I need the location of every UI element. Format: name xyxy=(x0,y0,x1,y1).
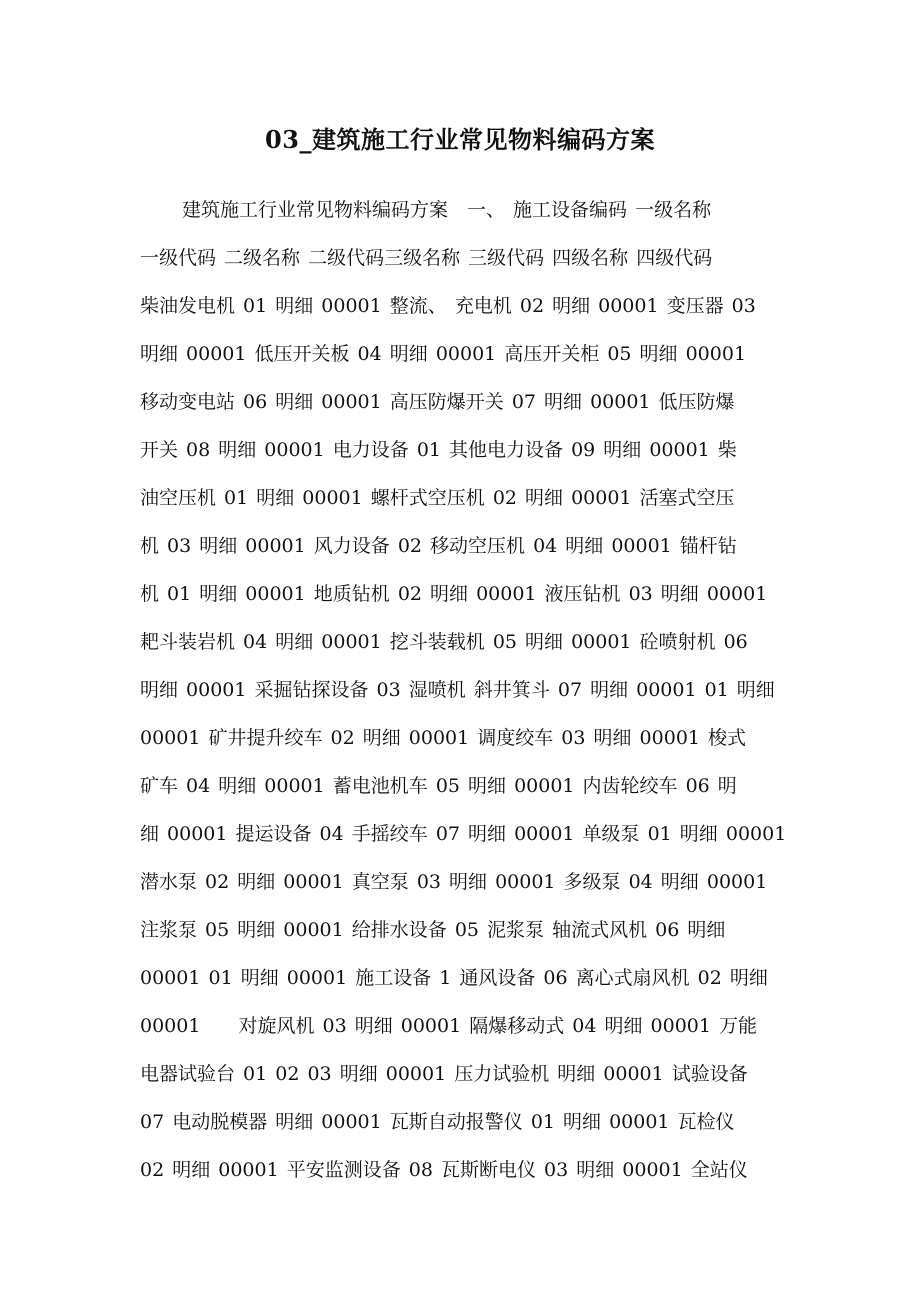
body-line-11: 明细 00001 采掘钻探设备 03 湿喷机 斜井箕斗 07 明细 00001 01 明细 xyxy=(140,679,775,701)
body-line-16: 注浆泵 05 明细 00001 给排水设备 05 泥浆泵 轴流式风机 06 明细 xyxy=(140,919,726,941)
body-line-9: 机 01 明细 00001 地质钻机 02 明细 00001 液压钻机 03 明细 00001 xyxy=(140,583,768,605)
body-line-21: 02 明细 00001 平安监测设备 08 瓦斯断电仪 03 明细 00001 全站仪 xyxy=(140,1159,748,1181)
body-line-6: 开关 08 明细 00001 电力设备 01 其他电力设备 09 明细 00001 柴 xyxy=(140,439,737,461)
body-line-3: 柴油发电机 01 明细 00001 整流、 充电机 02 明细 00001 变压器 03 xyxy=(140,295,756,317)
body-line-13: 矿车 04 明细 00001 蓄电池机车 05 明细 00001 内齿轮绞车 06 明 xyxy=(140,775,737,797)
document-title: 03_建筑施工行业常见物料编码方案 xyxy=(265,125,655,154)
body-line-15: 潜水泵 02 明细 00001 真空泵 03 明细 00001 多级泵 04 明细 00001 xyxy=(140,871,768,893)
body-line-1: 建筑施工行业常见物料编码方案 一、 施工设备编码 一级名称 xyxy=(182,199,712,221)
body-line-18: 00001 对旋风机 03 明细 00001 隔爆移动式 04 明细 00001 万能 xyxy=(140,1015,757,1037)
body-line-4: 明细 00001 低压开关板 04 明细 00001 高压开关柜 05 明细 00001 xyxy=(140,343,747,365)
body-line-5: 移动变电站 06 明细 00001 高压防爆开关 07 明细 00001 低压防爆 xyxy=(140,391,735,413)
body-line-10: 耙斗装岩机 04 明细 00001 挖斗装载机 05 明细 00001 砼喷射机 06 xyxy=(140,631,748,653)
body-line-8: 机 03 明细 00001 风力设备 02 移动空压机 04 明细 00001 锚杆钻 xyxy=(140,535,737,557)
body-line-19: 电器试验台 01 02 03 明细 00001 压力试验机 明细 00001 试验设备 xyxy=(140,1063,748,1085)
body-line-20: 07 电动脱模器 明细 00001 瓦斯自动报警仪 01 明细 00001 瓦检仪 xyxy=(140,1111,735,1133)
body-line-12: 00001 矿井提升绞车 02 明细 00001 调度绞车 03 明细 00001 梭式 xyxy=(140,727,747,749)
body-line-14: 细 00001 提运设备 04 手摇绞车 07 明细 00001 单级泵 01 明细 00001 xyxy=(140,823,787,845)
body-line-2: 一级代码 二级名称 二级代码三级名称 三级代码 四级名称 四级代码 xyxy=(140,247,713,269)
body-line-7: 油空压机 01 明细 00001 螺杆式空压机 02 明细 00001 活塞式空压 xyxy=(140,487,735,509)
body-line-17: 00001 01 明细 00001 施工设备 1 通风设备 06 离心式扇风机 02 明细 xyxy=(140,967,768,989)
